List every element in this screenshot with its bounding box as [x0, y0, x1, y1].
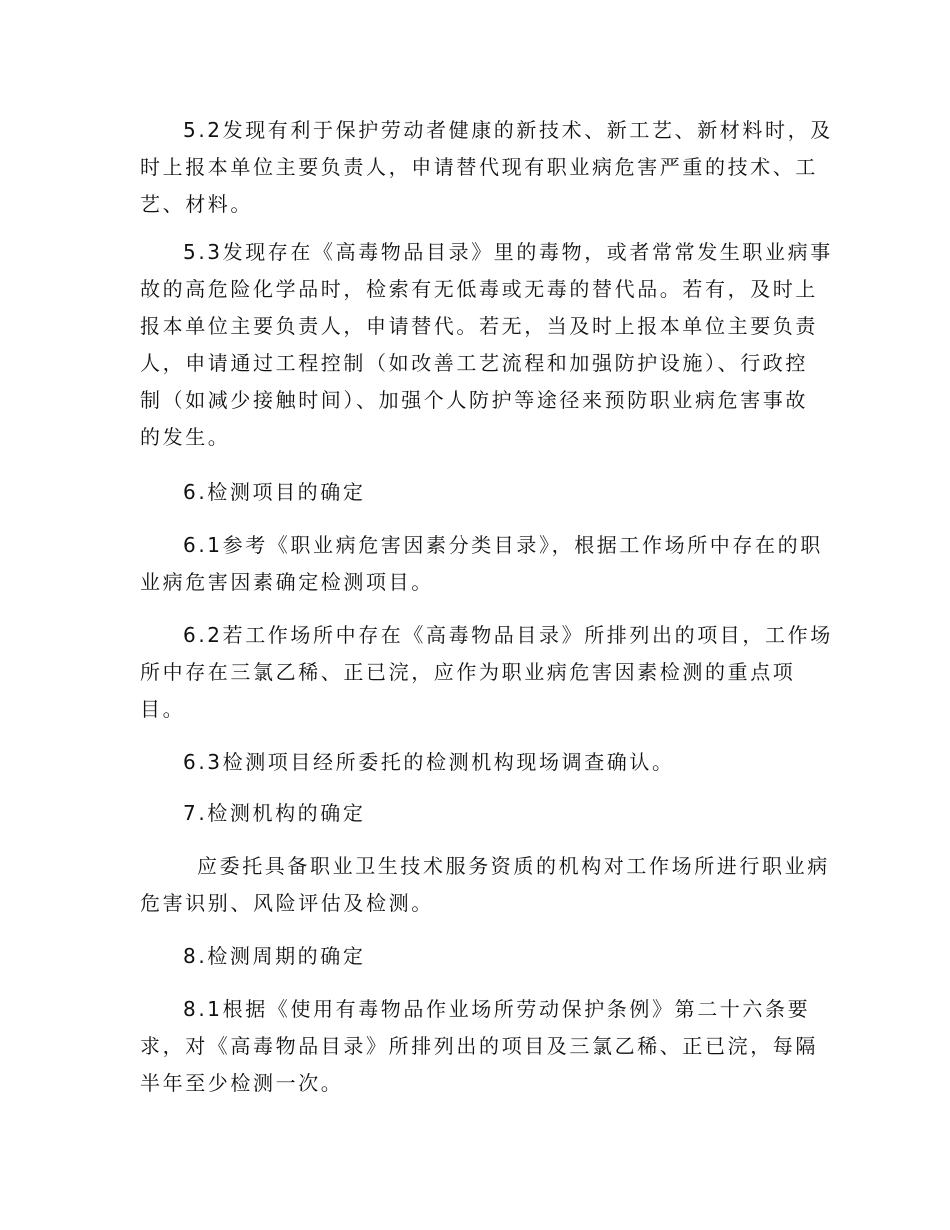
paragraph-line: 所中存在三氯乙稀、正已浣，应作为职业病危害因素检测的重点项	[140, 660, 796, 684]
paragraph-line: 人，申请通过工程控制（如改善工艺流程和加强防护设施）、行政控	[140, 351, 808, 375]
paragraph-line: 6.2若工作场所中存在《高毒物品目录》所排列出的项目，工作场	[183, 623, 833, 647]
paragraph-line: 6.3检测项目经所委托的检测机构现场调查确认。	[183, 750, 675, 774]
paragraph-line: 应委托具备职业卫生技术服务资质的机构对工作场所进行职业病	[197, 854, 830, 878]
paragraph-line: 6.1参考《职业病危害因素分类目录》，根据工作场所中存在的职	[183, 533, 823, 557]
paragraph-line: 5.2发现有利于保护劳动者健康的新技术、新工艺、新材料时，及	[183, 118, 833, 142]
paragraph-line: 目。	[140, 697, 186, 721]
paragraph-line: 业病危害因素确定检测项目。	[140, 570, 434, 594]
section-heading: 7.检测机构的确定	[183, 801, 366, 825]
paragraph-line: 的发生。	[140, 425, 231, 449]
paragraph-line: 危害识别、风险评估及检测。	[140, 891, 434, 915]
paragraph-line: 艺、材料。	[140, 192, 253, 216]
paragraph-line: 报本单位主要负责人，申请替代。若无，当及时上报本单位主要负责	[140, 314, 818, 338]
section-heading: 8.检测周期的确定	[183, 944, 366, 968]
paragraph-line: 求，对《高毒物品目录》所排列出的项目及三氯乙稀、正已浣，每隔	[140, 1034, 818, 1058]
paragraph-line: 时上报本单位主要负责人，申请替代现有职业病危害严重的技术、工	[140, 155, 818, 179]
paragraph-line: 5.3发现存在《高毒物品目录》里的毒物，或者常常发生职业病事	[183, 240, 833, 264]
paragraph-line: 半年至少检测一次。	[140, 1071, 344, 1095]
paragraph-line: 8.1根据《使用有毒物品作业场所劳动保护条例》第二十六条要	[183, 997, 811, 1021]
paragraph-line: 故的高危险化学品时，检索有无低毒或无毒的替代品。若有，及时上	[140, 277, 818, 301]
section-heading: 6.检测项目的确定	[183, 480, 366, 504]
paragraph-line: 制（如减少接触时间）、加强个人防护等途径来预防职业病危害事故	[140, 388, 808, 412]
